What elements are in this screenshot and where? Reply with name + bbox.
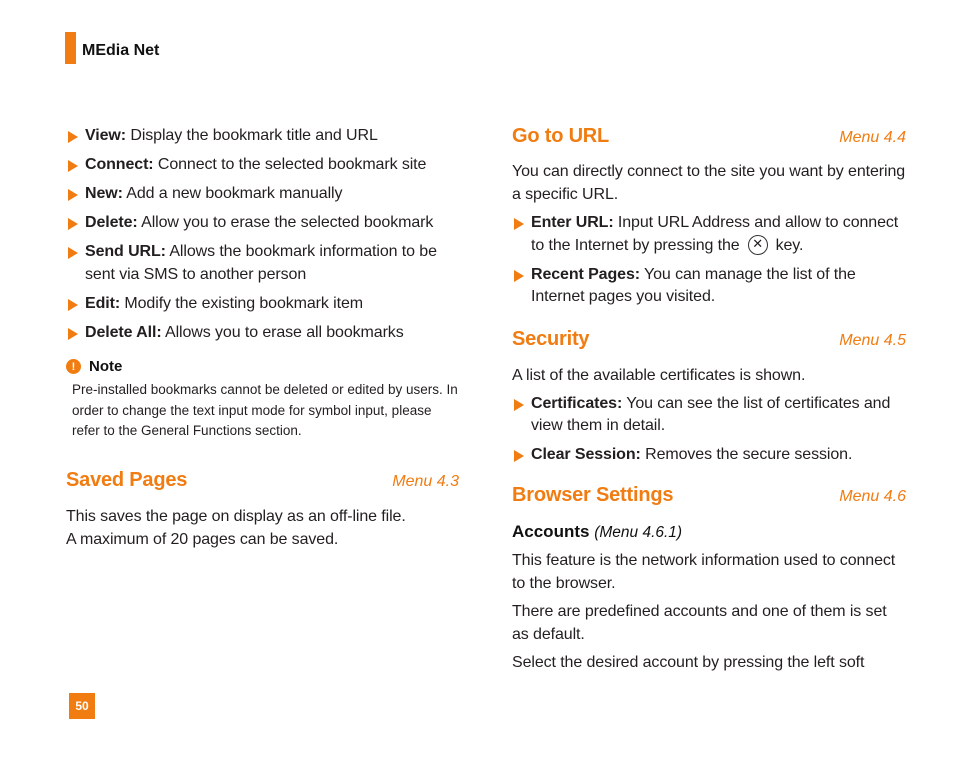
bullet-edit: Edit: Modify the existing bookmark item bbox=[66, 293, 462, 316]
note-text: Pre-installed bookmarks cannot be deleted or edited by users. In order to change the text input mode for symbol input, please refer to the General Functions section. bbox=[72, 382, 458, 439]
section-title: Saved Pages bbox=[66, 469, 188, 492]
page-number: 50 bbox=[69, 693, 95, 719]
section-title: Go to URL bbox=[512, 125, 610, 147]
browser-settings-heading bbox=[512, 484, 906, 507]
security-heading bbox=[512, 328, 906, 351]
arrow-icon bbox=[514, 218, 524, 230]
bullet-clear-session: Clear Session: Removes the secure session. bbox=[512, 444, 906, 467]
arrow-icon bbox=[68, 131, 78, 143]
bullet-view: View: Display the bookmark title and URL bbox=[66, 125, 462, 148]
menu-ref: Menu 4.5 bbox=[839, 331, 906, 349]
warning-icon: ! bbox=[66, 359, 81, 374]
arrow-icon bbox=[68, 218, 78, 230]
bullet-connect: Connect: Connect to the selected bookmark site bbox=[66, 154, 462, 177]
header-accent-bar bbox=[65, 32, 76, 64]
cancel-key-icon: ✕ bbox=[748, 235, 768, 255]
bullet-certificates: Certificates: You can see the list of certificates and view them in detail. bbox=[512, 393, 906, 438]
saved-pages-text: This saves the page on display as an off-line file. A maximum of 20 pages can be saved. bbox=[66, 508, 406, 549]
right-column bbox=[512, 125, 906, 674]
arrow-icon bbox=[68, 247, 78, 259]
arrow-icon bbox=[514, 399, 524, 411]
bullet-delete-all: Delete All: Allows you to erase all bookmarks bbox=[66, 322, 462, 345]
note-label: Note bbox=[89, 358, 123, 375]
section-title: Browser Settings bbox=[512, 483, 674, 506]
goto-url-intro: You can directly connect to the site you want by entering a specific URL. bbox=[512, 163, 906, 203]
section-title: Security bbox=[512, 327, 590, 350]
bullet-send-url: Send URL: Allows the bookmark information to be sent via SMS to another person bbox=[66, 241, 462, 286]
accounts-heading: Accounts (Menu 4.6.1) bbox=[512, 521, 683, 541]
bullet-recent-pages: Recent Pages: You can manage the list of the Internet pages you visited. bbox=[512, 264, 906, 309]
arrow-icon bbox=[68, 160, 78, 172]
security-intro: A list of the available certificates is shown. bbox=[512, 366, 806, 384]
browser-para: There are predefined accounts and one of them is set as default. bbox=[512, 602, 887, 643]
header-title: MEdia Net bbox=[82, 42, 160, 59]
goto-url-heading bbox=[512, 125, 906, 148]
arrow-icon bbox=[514, 270, 524, 282]
menu-ref: Menu 4.4 bbox=[839, 129, 906, 146]
browser-para: This feature is the network information used to connect to the browser. bbox=[512, 551, 896, 592]
bullet-new: New: Add a new bookmark manually bbox=[66, 183, 462, 206]
left-column bbox=[66, 125, 462, 551]
arrow-icon bbox=[68, 328, 78, 340]
saved-pages-heading bbox=[66, 469, 462, 492]
menu-ref: Menu 4.6 bbox=[839, 487, 906, 505]
browser-para: Select the desired account by pressing the left soft bbox=[512, 653, 865, 671]
menu-ref: Menu 4.3 bbox=[392, 473, 459, 491]
bullet-enter-url: Enter URL: Input URL Address and allow to connect to the Internet by pressing the ✕ key. bbox=[512, 212, 906, 257]
arrow-icon bbox=[514, 450, 524, 462]
note-heading bbox=[66, 358, 462, 375]
arrow-icon bbox=[68, 189, 78, 201]
bullet-delete: Delete: Allow you to erase the selected bookmark bbox=[66, 212, 462, 235]
arrow-icon bbox=[68, 299, 78, 311]
